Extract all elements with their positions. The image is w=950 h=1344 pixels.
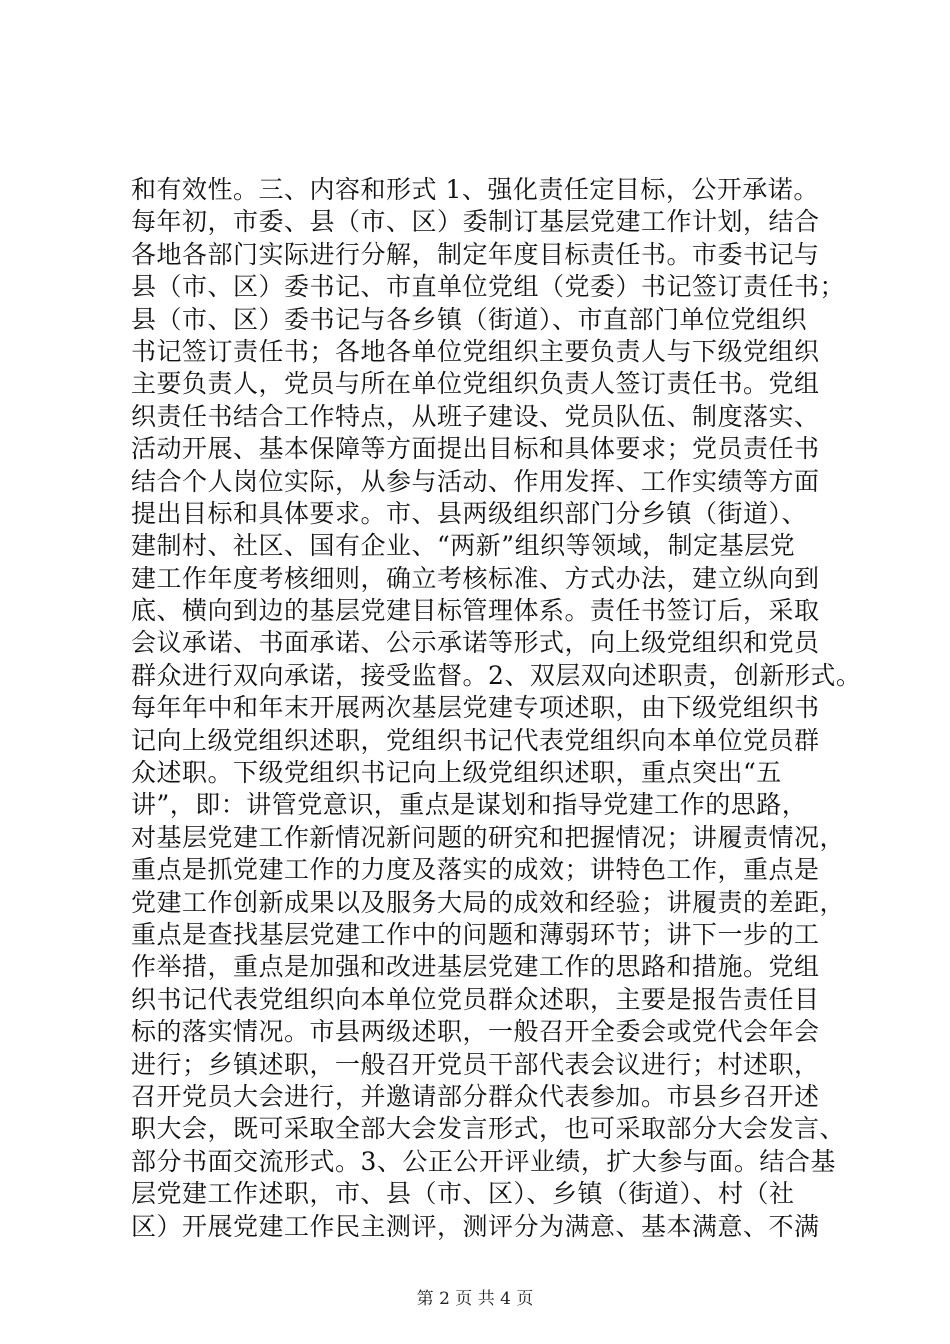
- text-line: 区）开展党建工作民主测评，测评分为满意、基本满意、不满: [131, 1211, 820, 1241]
- text-line: 提出目标和具体要求。市、县两级组织部门分乡镇（街道）、: [131, 498, 808, 528]
- text-line: 每年初，市委、县（市、区）委制订基层党建工作计划，结合: [131, 207, 820, 237]
- text-line: 进行；乡镇述职，一般召开党员干部代表会议进行；村述职，: [131, 1049, 820, 1079]
- text-line: 织责任书结合工作特点，从班子建设、党员队伍、制度落实、: [131, 401, 820, 431]
- text-line: 建制村、社区、国有企业、“两新”组织等领域，制定基层党: [131, 531, 796, 561]
- text-line: 底、横向到边的基层党建目标管理体系。责任书签订后，采取: [131, 596, 820, 626]
- body-text: [131, 174, 862, 1243]
- text-line: 县（市、区）委书记、市直单位党组（党委）书记签订责任书；: [131, 272, 846, 302]
- text-line: 对基层党建工作新情况新问题的研究和把握情况；讲履责情况，: [131, 822, 846, 852]
- text-line: 活动开展、基本保障等方面提出目标和具体要求；党员责任书: [131, 434, 820, 464]
- text-line: 和有效性。三、内容和形式 1、强化责任定目标，公开承诺。: [131, 175, 819, 204]
- text-line: 会议承诺、书面承诺、公示承诺等形式，向上级党组织和党员: [131, 628, 820, 658]
- text-line: 标的落实情况。市县两级述职，一般召开全委会或党代会年会: [131, 1017, 820, 1047]
- text-line: 记向上级党组织述职，党组织书记代表党组织向本单位党员群: [131, 725, 820, 755]
- text-line: 召开党员大会进行，并邀请部分群众代表参加。市县乡召开述: [131, 1081, 820, 1111]
- text-line: 建工作年度考核细则，确立考核标准、方式办法，建立纵向到: [131, 563, 820, 593]
- text-line: 各地各部门实际进行分解，制定年度目标责任书。市委书记与: [131, 239, 820, 269]
- text-line: 群众进行双向承诺，接受监督。2、双层双向述职责，创新形式。: [131, 660, 862, 690]
- text-line: 重点是查找基层党建工作中的问题和薄弱环节；讲下一步的工: [131, 919, 820, 949]
- text-line: 织书记代表党组织向本单位党员群众述职，主要是报告责任目: [131, 984, 820, 1014]
- text-line: 每年年中和年末开展两次基层党建专项述职，由下级党组织书: [131, 693, 820, 723]
- text-line: 结合个人岗位实际，从参与活动、作用发挥、工作实绩等方面: [131, 466, 820, 496]
- text-line: 部分书面交流形式。3、公正公开评业绩，扩大参与面。结合基: [131, 1146, 836, 1176]
- text-line: 讲”，即：讲管党意识，重点是谋划和指导党建工作的思路，: [131, 790, 808, 820]
- text-line: 作举措，重点是加强和改进基层党建工作的思路和措施。党组: [131, 952, 820, 982]
- text-line: 党建工作创新成果以及服务大局的成效和经验；讲履责的差距，: [131, 887, 846, 917]
- page-footer: [0, 1288, 950, 1310]
- text-line: 主要负责人，党员与所在单位党组织负责人签订责任书。党组: [131, 369, 820, 399]
- text-line: 职大会，既可采取全部大会发言形式，也可采取部分大会发言、: [131, 1114, 846, 1144]
- text-line: 书记签订责任书；各地各单位党组织主要负责人与下级党组织: [131, 336, 820, 366]
- text-line: 县（市、区）委书记与各乡镇（街道）、市直部门单位党组织: [131, 304, 808, 334]
- text-line: 层党建工作述职，市、县（市、区）、乡镇（街道）、村（社: [131, 1179, 795, 1209]
- page-number: 第 2 页 共 4 页: [416, 1289, 534, 1309]
- text-line: 重点是抓党建工作的力度及落实的成效；讲特色工作，重点是: [131, 855, 820, 885]
- text-line: 众述职。下级党组织书记向上级党组织述职，重点突出“五: [131, 758, 782, 788]
